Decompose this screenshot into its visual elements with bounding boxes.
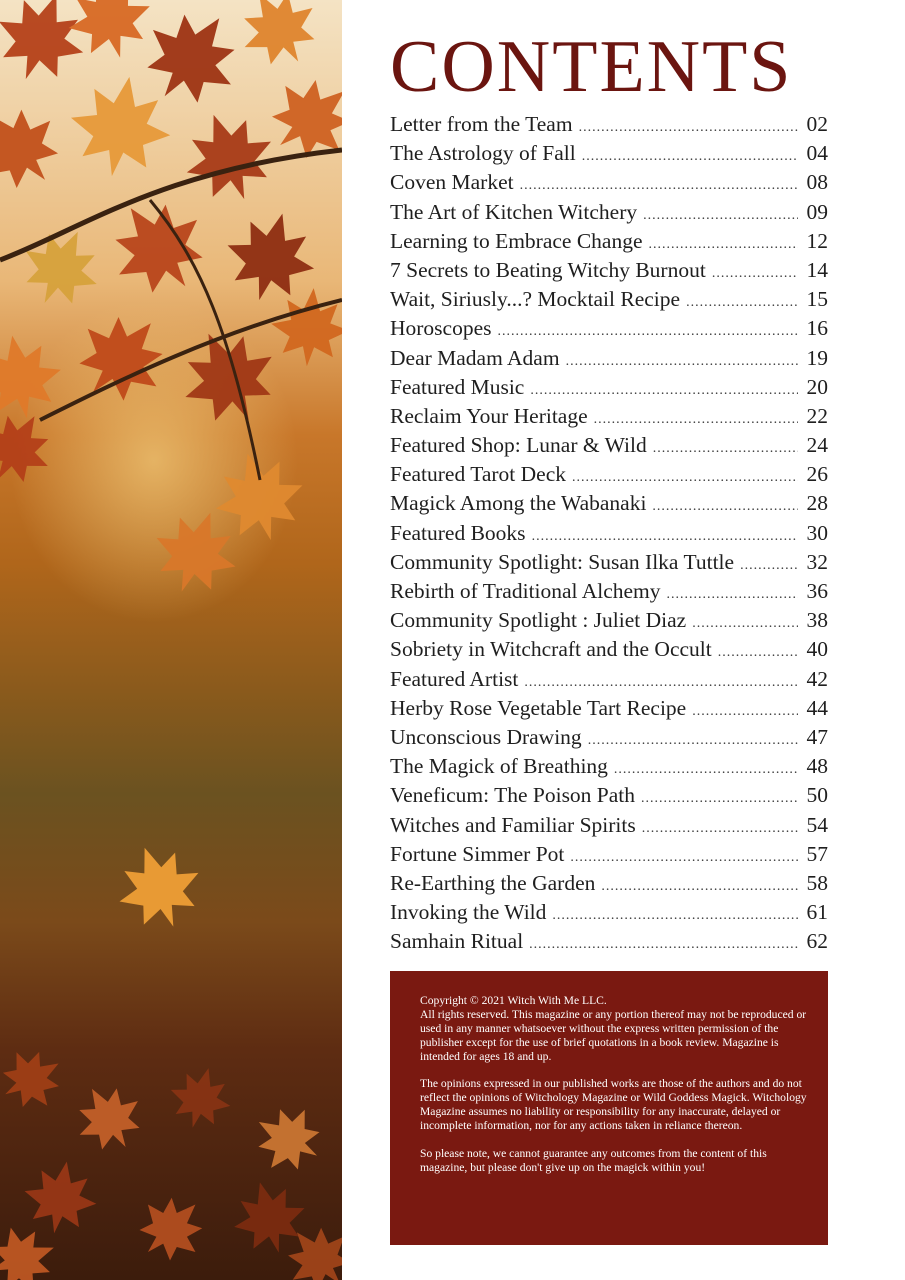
toc-entry-page: 04 (806, 141, 828, 166)
toc-dot-leader (524, 675, 798, 691)
toc-entry-page: 24 (806, 433, 828, 458)
toc-entry (390, 375, 828, 404)
toc-entry-page: 22 (806, 403, 828, 428)
toc-entry-title: 7 Secrets to Beating Witchy Burnout (390, 257, 706, 282)
toc-entry-page: 42 (806, 666, 828, 691)
toc-entry-title: Featured Shop: Lunar & Wild (390, 433, 647, 458)
toc-entry (390, 550, 828, 579)
toc-dot-leader (652, 499, 798, 515)
toc-entry-page: 08 (806, 170, 828, 195)
toc-entry (390, 170, 828, 199)
toc-entry-title: Community Spotlight: Susan Ilka Tuttle (390, 549, 735, 574)
closing-note: So please note, we cannot guarantee any outcomes from the content of this magazine, but please don't give up on the magick within you! (420, 1146, 767, 1174)
toc-dot-leader (653, 441, 798, 457)
toc-entry-page: 09 (806, 199, 828, 224)
toc-entry (390, 521, 828, 550)
toc-entry (390, 667, 828, 696)
toc-entry (390, 229, 828, 258)
toc-dot-leader (498, 324, 798, 340)
toc-entry (390, 491, 828, 520)
toc-dot-leader (588, 733, 798, 749)
toc-dot-leader (570, 850, 798, 866)
toc-entry (390, 258, 828, 287)
toc-entry-title: Veneficum: The Poison Path (390, 783, 636, 808)
toc-entry (390, 696, 828, 725)
toc-dot-leader (649, 237, 798, 253)
toc-entry-page: 20 (806, 374, 828, 399)
toc-entry-title: Witches and Familiar Spirits (390, 812, 636, 837)
toc-entry-title: Samhain Ritual (390, 929, 524, 954)
toc-entry-page: 26 (806, 462, 828, 487)
toc-dot-leader (520, 178, 798, 194)
toc-entry-page: 44 (806, 695, 828, 720)
autumn-leaves-illustration (0, 0, 342, 1280)
toc-dot-leader (686, 295, 798, 311)
toc-dot-leader (530, 383, 798, 399)
toc-entry-page: 19 (806, 345, 828, 370)
rights-text: All rights reserved. This magazine or any portion thereof may not be reproduced or used in any manner whatsoever without the express written permission of the publisher except for the use of brief quotations in a book review. Magazine is intended for ages 18 and up. (420, 1007, 807, 1063)
toc-entry (390, 637, 828, 666)
toc-entry (390, 754, 828, 783)
toc-entry (390, 433, 828, 462)
toc-entry-page: 50 (806, 783, 828, 808)
toc-entry (390, 200, 828, 229)
toc-entry (390, 346, 828, 375)
toc-entry (390, 287, 828, 316)
toc-entry (390, 900, 828, 929)
toc-dot-leader (718, 645, 798, 661)
toc-dot-leader (614, 762, 798, 778)
toc-dot-leader (643, 208, 798, 224)
toc-dot-leader (582, 149, 798, 165)
toc-entry-page: 62 (806, 929, 828, 954)
opinions-disclaimer: The opinions expressed in our published works are those of the authors and do not reflect the opinions of Witchology Magazine or Wild Goddess Magick. Witchology Magazine assumes no liability or responsibility for any inaccurate, delayed or incomplete information, nor for any actions taken in reliance thereon. (420, 1077, 807, 1133)
page-title: CONTENTS (390, 26, 793, 108)
toc-entry-page: 57 (806, 841, 828, 866)
toc-entry-title: Horoscopes (390, 316, 492, 341)
toc-entry-page: 54 (806, 812, 828, 837)
toc-entry-title: Herby Rose Vegetable Tart Recipe (390, 695, 687, 720)
toc-dot-leader (712, 266, 798, 282)
table-of-contents (390, 112, 828, 958)
toc-entry (390, 871, 828, 900)
toc-entry-page: 30 (806, 520, 828, 545)
toc-entry (390, 842, 828, 871)
toc-entry-title: Re-Earthing the Garden (390, 870, 596, 895)
toc-entry (390, 112, 828, 141)
toc-entry-page: 32 (806, 549, 828, 574)
toc-entry-title: Reclaim Your Heritage (390, 403, 588, 428)
toc-entry-title: Featured Artist (390, 666, 519, 691)
toc-dot-leader (667, 587, 798, 603)
toc-entry-page: 47 (806, 724, 828, 749)
toc-entry-title: Invoking the Wild (390, 900, 547, 925)
toc-entry-page: 61 (806, 900, 828, 925)
toc-entry-page: 58 (806, 870, 828, 895)
toc-entry-title: The Astrology of Fall (390, 141, 576, 166)
legal-text-block (420, 994, 808, 1064)
toc-entry-title: Wait, Siriusly...? Mocktail Recipe (390, 287, 681, 312)
toc-entry-title: Fortune Simmer Pot (390, 841, 565, 866)
toc-entry (390, 579, 828, 608)
toc-entry-page: 48 (806, 754, 828, 779)
toc-entry-page: 36 (806, 579, 828, 603)
toc-entry (390, 725, 828, 754)
toc-entry (390, 316, 828, 345)
toc-entry-page: 02 (806, 112, 828, 136)
toc-entry (390, 608, 828, 637)
toc-dot-leader (552, 908, 798, 924)
toc-dot-leader (692, 616, 798, 632)
toc-entry-title: Letter from the Team (390, 112, 573, 136)
toc-entry-title: Learning to Embrace Change (390, 228, 643, 253)
toc-entry (390, 813, 828, 842)
toc-dot-leader (740, 558, 798, 574)
toc-entry-title: Featured Tarot Deck (390, 462, 566, 487)
toc-entry (390, 141, 828, 170)
toc-dot-leader (601, 879, 798, 895)
toc-entry-title: The Art of Kitchen Witchery (390, 199, 638, 224)
legal-notice-box (390, 971, 828, 1245)
toc-entry-title: The Magick of Breathing (390, 754, 608, 779)
autumn-leaves-photo (0, 0, 342, 1280)
toc-dot-leader (642, 821, 798, 837)
toc-entry-page: 12 (806, 228, 828, 253)
toc-entry-title: Sobriety in Witchcraft and the Occult (390, 637, 712, 662)
toc-dot-leader (692, 704, 798, 720)
toc-entry-title: Rebirth of Traditional Alchemy (390, 579, 661, 603)
toc-entry-title: Magick Among the Wabanaki (390, 491, 647, 516)
toc-dot-leader (532, 529, 798, 545)
toc-dot-leader (641, 791, 798, 807)
toc-entry-page: 38 (806, 608, 828, 633)
toc-entry-page: 14 (806, 257, 828, 282)
toc-dot-leader (529, 937, 798, 953)
copyright-line: Copyright © 2021 Witch With Me LLC. (420, 994, 607, 1007)
toc-entry-title: Dear Madam Adam (390, 345, 560, 370)
toc-entry-title: Community Spotlight : Juliet Diaz (390, 608, 687, 633)
toc-dot-leader (579, 120, 798, 136)
toc-entry (390, 929, 828, 958)
toc-dot-leader (594, 412, 798, 428)
toc-entry-page: 40 (806, 637, 828, 662)
toc-entry-title: Unconscious Drawing (390, 724, 582, 749)
toc-entry-page: 16 (806, 316, 828, 341)
toc-entry-page: 28 (806, 491, 828, 516)
toc-entry-title: Coven Market (390, 170, 514, 195)
toc-entry-page: 15 (806, 287, 828, 312)
toc-entry (390, 462, 828, 491)
toc-dot-leader (572, 470, 798, 486)
toc-entry (390, 404, 828, 433)
toc-entry-title: Featured Music (390, 374, 525, 399)
toc-entry (390, 783, 828, 812)
toc-dot-leader (566, 354, 798, 370)
toc-entry-title: Featured Books (390, 520, 526, 545)
